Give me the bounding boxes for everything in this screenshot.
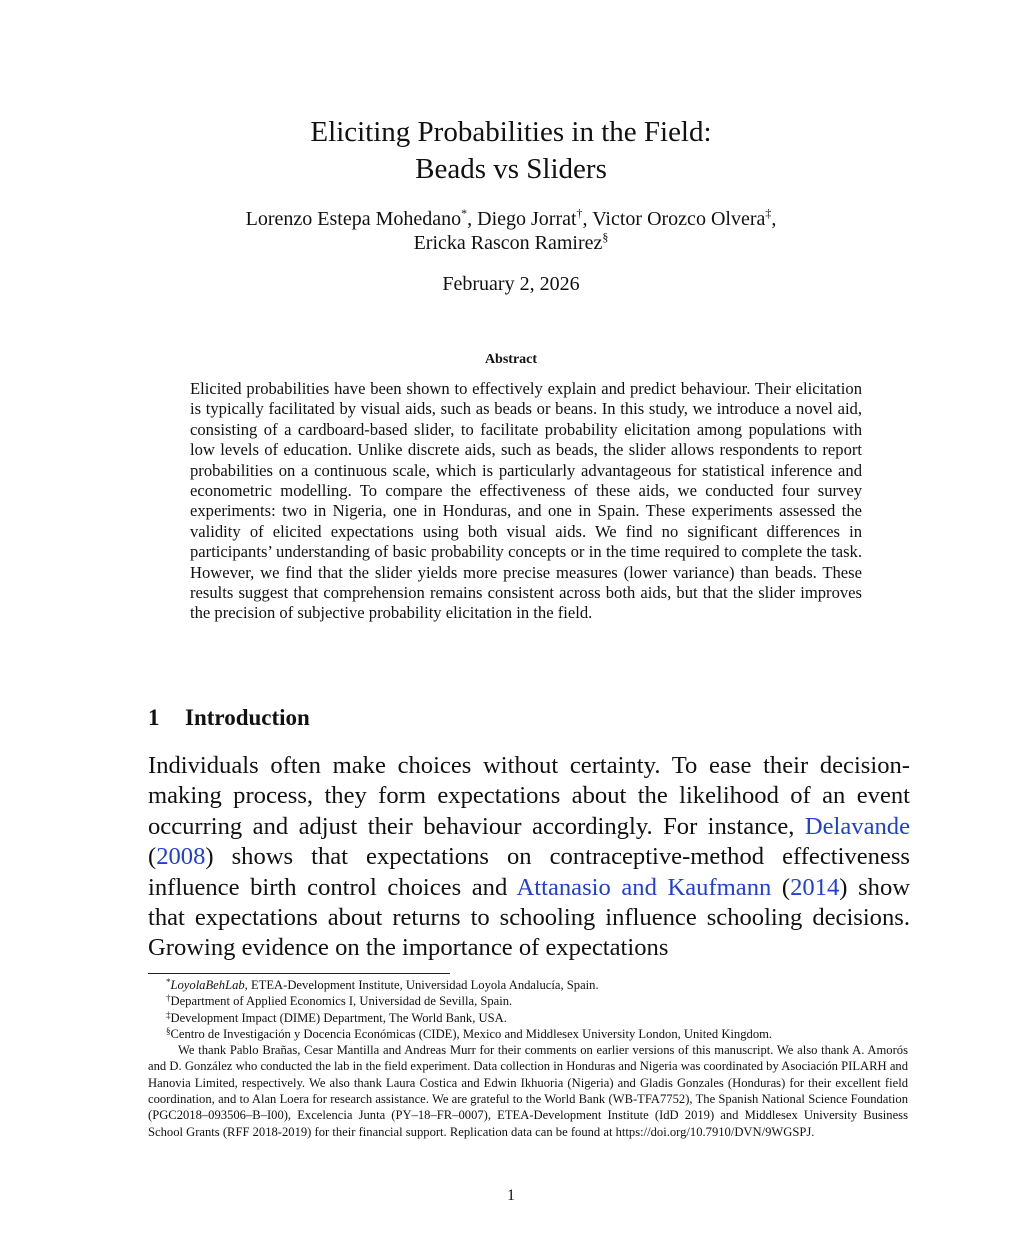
author-name: Victor Orozco Olvera	[592, 208, 766, 230]
footnote-mark: ‡	[166, 1009, 171, 1020]
author-name: Diego Jorrat	[477, 208, 577, 230]
footnote-mark: §	[166, 1025, 171, 1036]
footnotes	[148, 977, 908, 1140]
section-number: 1	[148, 705, 160, 730]
footnote-text: Development Impact (DIME) Department, The World Bank, USA.	[170, 1010, 507, 1025]
footnote-mark: *	[166, 977, 171, 987]
lab-name: LoyolaBehLab	[170, 978, 245, 992]
citation-year-link[interactable]: 2014	[790, 873, 840, 901]
section-heading	[148, 705, 310, 731]
footnote-3	[148, 1010, 908, 1026]
abstract-text: Elicited probabilities have been shown to effectively explain and predict behaviour. Their elicitation is typically facilitated by visual aids, such as beads or beans. In this study, we introduce a novel aid, consisting of a cardboard-based slider, to facilitate probability elicitation among populations with low levels of education. Unlike discrete aids, such as beads, the slider allows respondents to report probabilities on a continuous scale, which is particularly advantageous for statistical inference and econometric modelling. To compare the effectiveness of these aids, we conducted four survey experiments: two in Nigeria, one in Honduras, and one in Spain. These experiments assessed the validity of elicited expectations using both visual aids. We find no significant differences in participants’ understanding of basic probability concepts or in the time required to complete the task. However, we find that the slider yields more precise measures (lower variance) than beads. These results suggest that comprehension remains consistent across both aids, but that the slider improves the precision of subjective probability elicitation in the field.	[190, 379, 862, 623]
title-line-1: Eliciting Probabilities in the Field:	[310, 116, 712, 148]
footnote-text: Centro de Investigación y Docencia Económicas (CIDE), Mexico and Middlesex University London, United Kingdom.	[170, 1026, 773, 1041]
paper-title	[0, 114, 1022, 188]
citation-year-link[interactable]: 2008	[156, 843, 206, 871]
title-line-2: Beads vs Sliders	[415, 153, 607, 185]
intro-text: ) shows that expectations on contraceptive-method effectiveness influence birth control choices and	[148, 843, 910, 901]
acknowledgements: We thank Pablo Brañas, Cesar Mantilla and Andreas Murr for their comments on earlier versions of this manuscript. We also thank A. Amorós and D. González who conducted the lab in the field experiment. Data collection in Honduras and Nigeria was coordinated by Asociación PILARH and Hanovia Limited, respectively. We also thank Laura Costica and Edwin Ikhuoria (Nigeria) and Gladis Gonzales (Honduras) for their excellent field coordination, and to Alan Loera for research assistance. We are grateful to the World Bank (WB-TFA7752), The Spanish National Science Foundation (PGC2018–093506–B–I00), Excelencia Junta (PY–18–FR–0007), ETEA-Development Institute (IdD 2019) and Middlesex University Business School Grants (RFF 2018-2019) for their financial support. Replication data can be found at https://doi.org/10.7910/DVN/9WGSPJ.	[148, 1043, 908, 1139]
page-number: 1	[507, 1187, 515, 1204]
author-footnote-mark[interactable]: *	[461, 206, 468, 220]
author-footnote-mark[interactable]: §	[602, 230, 609, 244]
footnote-2	[148, 993, 908, 1009]
author-line-2	[0, 231, 1022, 255]
intro-text: (	[771, 873, 791, 901]
citation-link[interactable]: Attanasio and Kaufmann	[516, 873, 772, 901]
footnote-text: Department of Applied Economics I, Universidad de Sevilla, Spain.	[170, 994, 513, 1009]
author-footnote-mark[interactable]: ‡	[765, 206, 772, 220]
intro-text: (	[148, 843, 157, 871]
footnote-1	[148, 977, 908, 993]
footnote-mark: †	[166, 993, 171, 1004]
author-list	[0, 207, 1022, 255]
intro-text: ) show that expectations about returns to schooling influence schooling decisions. Growing evidence on the importance of expectations	[148, 873, 910, 962]
author-name: Ericka Rascon Ramirez	[413, 232, 603, 254]
author-footnote-mark[interactable]: †	[576, 206, 583, 220]
citation-link[interactable]: Delavande	[804, 812, 910, 840]
paper-date: February 2, 2026	[442, 273, 580, 295]
author-name: Lorenzo Estepa Mohedano	[245, 208, 462, 230]
footnote-text: , ETEA-Development Institute, Universidad Loyola Andalucía, Spain.	[244, 978, 599, 992]
abstract-heading: Abstract	[484, 352, 538, 367]
footnote-4	[148, 1026, 908, 1042]
intro-paragraph	[148, 751, 910, 964]
intro-text: Individuals often make choices without certainty. To ease their decision-making process, they form expectations about the likelihood of an event occurring and adjust their behaviour accordingly. For instance,	[148, 752, 910, 840]
author-line-1: Lorenzo Estepa Mohedano*, Diego Jorrat†, Victor Orozco Olvera‡,	[245, 206, 777, 230]
footnote-rule	[148, 973, 450, 974]
section-title: Introduction	[185, 705, 310, 730]
